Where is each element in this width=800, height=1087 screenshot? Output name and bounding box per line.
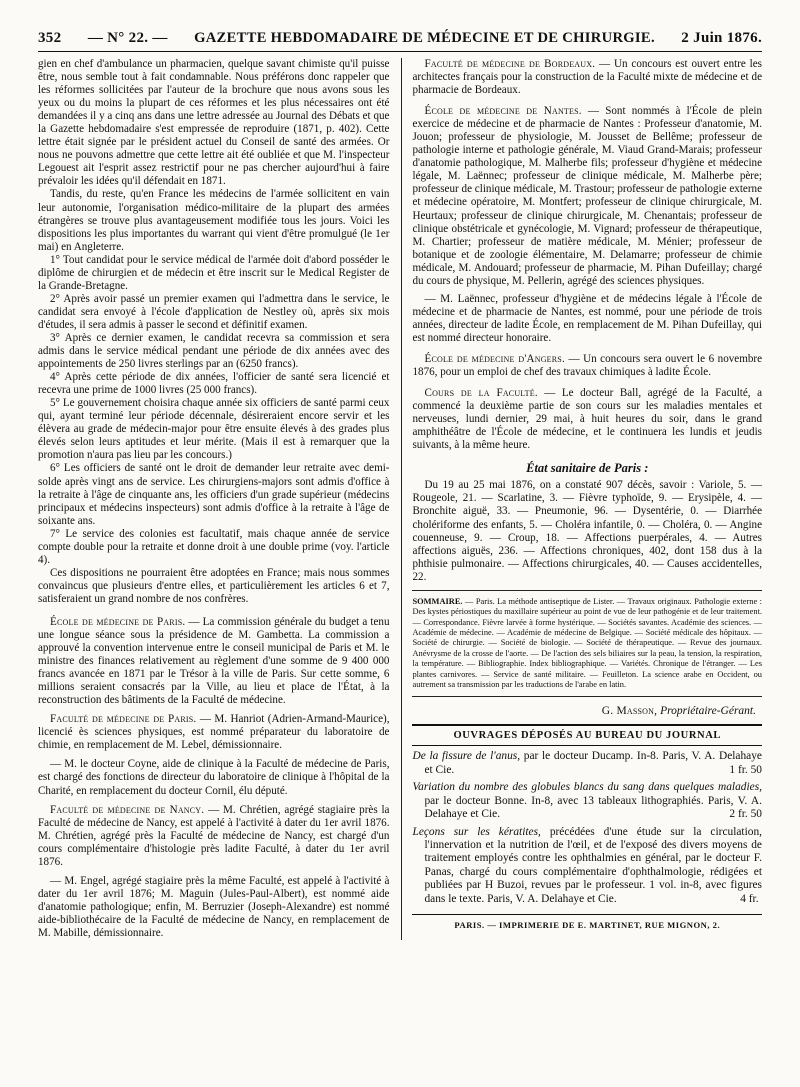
news-heading: École de médecine d'Angers. (424, 352, 565, 365)
news-text: — Un concours sera ouvert le 6 novembre 1876, pour un emploi de chef des travaux chimiques à ladite École. (412, 352, 763, 379)
book-entry (412, 781, 762, 821)
paragraph: Ces dispositions ne pourraient être adoptées en France; mais nous sommes convaincus que plusieurs d'entre elles, et particulièrement les articles 6 et 7, satisferaient un grand nombre de nos confrères. (38, 566, 390, 605)
right-column (401, 58, 762, 940)
news-item (412, 353, 762, 379)
ouvrages-heading: OUVRAGES DÉPOSÉS AU BUREAU DU JOURNAL (412, 724, 762, 746)
issue-number: — N° 22. — (87, 30, 168, 46)
divider (412, 590, 762, 591)
printer-imprint: PARIS. — IMPRIMERIE DE E. MARTINET, RUE MIGNON, 2. (412, 914, 762, 932)
section-title: État sanitaire de Paris : (526, 461, 649, 476)
book-entry (412, 750, 762, 777)
columns (38, 58, 762, 940)
news-heading: École de médecine de Paris. (50, 615, 186, 628)
news-text: — Sont nommés à l'École de plein exercice de médecine et de pharmacie de Nantes : Professeur d'anatomie, M. Jouon; professeur de physiologie, M. Jousset de Bellême; professeur de pathologie interne et pathologie générale, M. Viaud Grand-Marais; professeur d'anatomie pathologique, M. Malherbe fils; professeur d'hygiène et médecine légale, M. Laënnec; professeur de clinique médicale, M. Malherbe père; professeur de clinique médicale, M. Trastour; professeur de pathologie externe et médecine opératoire, M. Montfert; professeur de clinique chirurgicale, M. Heurtaux; professeur de clinique chirurgicale, M. Chenantais; professeur de clinique obstétricale et gynécologie, M. Vignard; professeur de thérapeutique, M. Chartier; professeur de matière médicale, M. Ménier; professeur de botanique et de zoologie élémentaire, M. Delamarre; professeur de chimie médicale, M. Andouard; professeur de pharmacie, M. Pihan Dufeillay; chargé du cours de physique, M. Pellerin, agrégé des sciences physiques. (412, 105, 763, 287)
news-text: — Un concours est ouvert entre les architectes français pour la construction de la Faculté mixte de médecine et de pharmacie de Bordeaux. (412, 58, 762, 97)
news-text: — M. Hanriot (Adrien-Armand-Maurice), licencié ès sciences physiques, est nommé préparateur du laboratoire de chimie, en remplacement de M. Lebel, démissionnaire. (38, 713, 390, 752)
news-item (38, 616, 389, 707)
news-heading: Faculté de médecine de Paris. (50, 713, 197, 726)
paragraph: gien en chef d'ambulance un pharmacien, quelque savant chimiste qu'il puisse être, nous semble tout à fait condamnable. Nous préférons donc rappeler que les réformes sollicitées par l'auteur de la brochure que nous avons sous les yeux ou du moins la plupart de ces réformes et les plus nécessaires ont été demandées il y a cinq ans dans une lettre adressée au Journal des Débats et que la Gazette hebdomadaire s'est empressée de reproduire (1871, p. 402). Cette lettre était signée par le président actuel du Conseil de santé des armées. Or nous ne pouvons admettre que cette lettre ait été oubliée et que M. l'inspecteur Legouest ait l'esprit assez restrictif pour ne pas chercher aujourd'hui à faire prévaloir les idées qu'il défendait en 1871. (38, 58, 390, 188)
paragraph: 1° Tout candidat pour le service médical de l'armée doit d'abord posséder le diplôme de chirurgien et de médecin et être inscrit sur le Medical Register de la Grande-Bretagne. (38, 253, 390, 292)
page-header (38, 30, 762, 52)
news-text: — Le docteur Ball, agrégé de la Faculté, a commencé la deuxième partie de son cours sur les maladies mentales et nerveuses, lundi dernier, 29 mai, à huit heures du soir, dans le grand amphithéâtre de l'École de médecine, et le continuera les lundis et jeudis suivants, à la même heure. (412, 387, 762, 452)
paragraph: Tandis, du reste, qu'en France les médecins de l'armée sollicitent en vain leur autonomie, l'organisation médico-militaire de la plupart des armées étrangères se trouve plus avantageusement modifiée tous les jours. Voici les dispositions les plus importantes du warrant qui vient d'être promulgué (le 1er mai) en Angleterre. (38, 188, 390, 253)
book-title: Leçons sur les kératites, (412, 825, 541, 838)
divider (412, 696, 762, 697)
journal-title: GAZETTE HEBDOMADAIRE DE MÉDECINE ET DE CHIRURGIE. (194, 30, 655, 46)
book-price: 1 fr. 50 (729, 763, 762, 776)
paragraph: Du 19 au 25 mai 1876, on a constaté 907 décès, savoir : Variole, 5. — Rougeole, 21. — Scarlatine, 3. — Fièvre typhoïde, 9. — Erysipèle, 4. — Bronchite aiguë, 33. — Pneumonie, 96. — Dysentérie, 0. — Diarrhée cholériforme des enfants, 5. — Choléra infantile, 0. — Choléra, 0. — Angine couenneuse, 9. — Croup, 18. — Affections puerpérales, 4. — Autres affections aiguës, 236. — Affections chroniques, 402, dont 158 dus à la phthisie pulmonaire. — Affections chirurgicales, 40. — Causes accidentelles, 22. (412, 479, 762, 583)
news-item (412, 105, 762, 288)
paragraph: 5° Le gouvernement choisira chaque année six officiers de santé parmi ceux qui, ayant terminé leur période décennale, désireraient encore servir et les élèvera au grade de médecin-major pour être ensuite élevés à des grades plus élevés selon leurs aptitudes et leur mérite. (Mais il est à remarquer que la promotion n'aura pas lieu par les concours.) (38, 397, 390, 462)
news-item (38, 804, 389, 869)
sommaire-heading: SOMMAIRE. (412, 596, 463, 606)
paragraph: — M. Engel, agrégé stagiaire près la même Faculté, est appelé à l'activité à dater du 1er avril 1876; M. Maguin (Jules-Paul-Albert), est nommé aide d'anatomie pathologique; enfin, M. Berruzier (Joseph-Alexandre) est nommé aide-bibliothécaire de la Faculté de médecine de Nancy, en remplacement de M. Mabille, démissionnaire. (38, 874, 390, 939)
news-heading: Faculté de médecine de Nancy. (50, 803, 205, 816)
news-heading: École de médecine de Nantes. (424, 105, 582, 118)
book-list (412, 750, 762, 905)
book-details: précédées d'une étude sur la circulation, l'innervation et la nutrition de l'œil, et de l'exposé des divers moyens de traitement employés contre les ophthalmies en général, par le docteur F. Panas, chargé du cours complémentaire d'ophthalmologie, rédigées et publiées par H Buzoi, revues par le professeur. 1 vol. in-8, avec figures dans le texte. Paris, V. A. Delahaye et Cie. (424, 825, 762, 905)
book-price: 4 fr. (740, 892, 759, 905)
sommaire (412, 597, 762, 691)
news-item (38, 713, 389, 752)
signature-role: Propriétaire-Gérant. (660, 705, 756, 718)
paragraph: 7° Le service des colonies est facultatif, mais chaque année de service compte double pour la retraite et donne droit à une double prime (voy. l'article 4). (38, 527, 390, 566)
book-title: De la fissure de l'anus, (412, 750, 521, 763)
paragraph: 2° Après avoir passé un premier examen qui l'admettra dans le service, le candidat sera envoyé à l'école d'application de Nestley où, après six mois d'études, il sera admis à passer le second et définitif examen. (38, 292, 390, 331)
paragraph: 4° Après cette période de dix années, l'officier de santé sera licencié et recevra une prime de 1000 livres (25 000 francs). (38, 371, 390, 397)
issue-date: 2 Juin 1876. (681, 30, 762, 46)
news-heading: Faculté de médecine de Bordeaux. (424, 58, 596, 70)
book-details: par le docteur Ducamp. In-8. Paris, V. A. Delahaye et Cie. (424, 750, 762, 776)
paragraph: 6° Les officiers de santé ont le droit de demander leur retraite avec demi-solde après vingt ans de service. Les chirurgiens-majors sont admis d'office à la retraite à l'âge de cinquante ans, les officiers d'un grade supérieur (médecins principaux et médecins inspecteurs) sont admis d'office à la retraite à l'âge de soixante ans. (38, 462, 390, 527)
paragraph: 3° Après ce dernier examen, le candidat recevra sa commission et sera admis dans le service médical pendant une période de dix années avec des appointements de 250 livres sterlings par an (6250 francs). (38, 331, 390, 371)
news-heading: Cours de la Faculté. (424, 387, 538, 400)
signature (412, 705, 756, 718)
book-details: par le docteur Bonne. In-8, avec 13 tableaux lithographiés. Paris, V. A. Delahaye et Cie. (424, 794, 762, 821)
paragraph: — M. Laënnec, professeur d'hygiène et de médecins légale à l'École de médecine et de pharmacie de Nantes, est nommé, pour une période de trois années, directeur de ladite École, en remplacement de M. Pihan Dufeillay, qui est nommé directeur honoraire. (412, 292, 762, 344)
paragraph: — M. le docteur Coyne, aide de clinique à la Faculté de médecine de Paris, est chargé des fonctions de directeur du laboratoire de clinique à l'hôpital de la Charité, en remplacement du docteur Cornil, élu député. (38, 758, 390, 797)
news-item (412, 387, 762, 452)
news-text: — M. Chrétien, agrégé stagiaire près la Faculté de médecine de Nancy, est appelé à l'activité à dater du 1er avril 1876. M. Chrétien, agrégé près la Faculté de médecine de Nancy, est chargé d'un cours complémentaire d'histologie près ladite Faculté, à dater du 1er avril 1876. (38, 803, 390, 868)
left-column (38, 58, 389, 940)
news-text: — La commission générale du budget a tenu une longue séance sous la présidence de M. Gambetta. La commission a approuvé la convention intervenue entre le conseil municipal de Paris et M. le ministre des finances relativement au règlement d'une somme de 9 400 000 francs avancée en 1871 par le Trésor à la ville de Paris. Sur cette somme, 6 millions seraient consacrés par la Ville, au lieu et place de l'État, à la reconstruction des bâtiments de la Faculté de médecine. (38, 615, 390, 707)
book-price: 2 fr. 50 (729, 808, 762, 821)
page-number: 352 (38, 30, 62, 46)
book-title: Variation du nombre des globules blancs du sang dans quelques maladies, (412, 781, 762, 794)
sommaire-text: — Paris. La méthode antiseptique de Lister. — Travaux originaux. Pathologie externe : Des kystes périostiques du maxillaire supérieur au point de vue de leur pathogénie et de leur traitement. — Correspondance. Fièvre larvée à forme hystérique. — Sociétés savantes. Académie des sciences. — Académie de médecine. — Académie de médecine de Belgique. — Société médicale des hôpitaux. — Société de chirurgie. — Société de biologie. — Société de thérapeutique. — Revue des journaux. Anévrysme de la crosse de l'aorte. — De l'action des sels biliaires sur la peau, la tension, la respiration, la température. — Bibliographie. Index bibliographique. — Variétés. Chronique de l'étranger. — Les plantes carnivores. — Service de santé militaire. — Feuilleton. La science arabe en Occident, ou autrement sa transmission par les traductions de l'arabe en latin. (412, 596, 762, 689)
book-entry (412, 826, 762, 906)
signature-name: G. Masson, (601, 705, 658, 718)
news-item (412, 58, 762, 97)
